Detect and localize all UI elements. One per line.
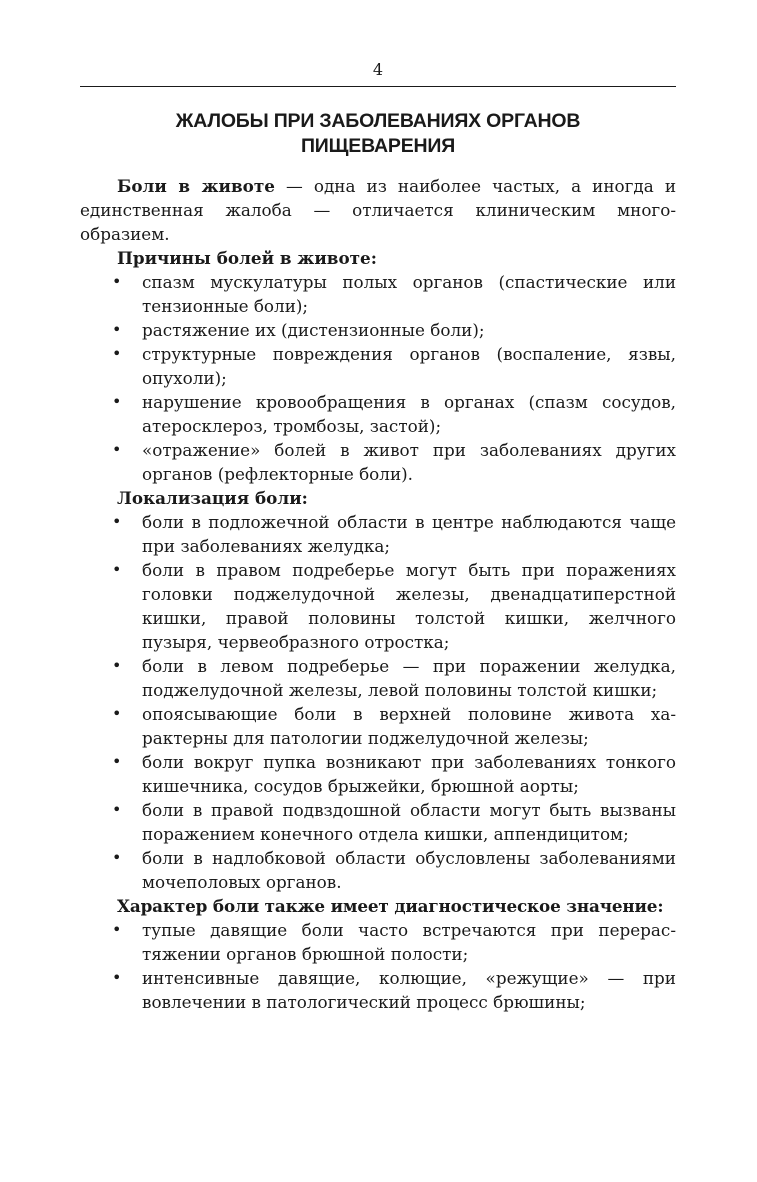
list-item: [80, 390, 676, 438]
bullet-icon: •: [112, 512, 122, 531]
bullet-icon: •: [112, 800, 122, 819]
list-item: [80, 702, 676, 750]
list-item: [80, 846, 676, 894]
list-item: [80, 798, 676, 846]
list-item: [80, 270, 676, 318]
list-item-text: спазм мускулатуры полых органов (спастические или тензионные боли);: [142, 272, 676, 316]
bullet-icon: •: [112, 920, 122, 939]
chapter-title-line-1: ЖАЛОБЫ ПРИ ЗАБОЛЕВАНИЯХ ОРГАНОВ: [175, 110, 581, 132]
list-item: [80, 342, 676, 390]
list-item: [80, 750, 676, 798]
list-item-text: опоясывающие боли в верхней половине живота характерны для патологии поджелудочной железы;: [142, 704, 676, 748]
bullet-icon: •: [112, 440, 122, 459]
causes-list: [80, 270, 676, 486]
chapter-title: [80, 109, 676, 159]
document-page: [80, 58, 676, 1014]
list-item-text: боли вокруг пупка возникают при заболеваниях тонкого кишечника, сосудов брыжейки, брюшной аорты;: [142, 752, 676, 796]
list-item: [80, 438, 676, 486]
causes-heading: Причины болей в животе:: [117, 248, 377, 268]
character-heading: Характер боли также имеет диагностическое значение:: [117, 896, 664, 916]
intro-paragraph: [80, 174, 676, 246]
list-item-text: нарушение кровообращения в органах (спазм сосудов, атеросклероз, тромбозы, застой);: [142, 392, 676, 436]
header-rule: [80, 86, 676, 87]
page-number: 4: [372, 60, 384, 79]
list-item: [80, 918, 676, 966]
chapter-title-line-2: ПИЩЕВАРЕНИЯ: [300, 135, 456, 157]
list-item: [80, 510, 676, 558]
body-text: [80, 174, 676, 1014]
bullet-icon: •: [112, 752, 122, 771]
list-item: [80, 558, 676, 654]
localization-heading: Локализация боли:: [117, 488, 308, 508]
list-item-text: боли в левом подреберье — при поражении желудка, поджелудочной железы, левой половины толстой кишки;: [142, 656, 676, 700]
list-item-text: боли в надлобковой области обусловлены заболеваниями мочеполовых органов.: [142, 848, 676, 892]
list-item-text: структурные повреждения органов (воспаление, язвы, опухоли);: [142, 344, 676, 388]
list-item-text: растяжение их (дистензионные боли);: [142, 320, 485, 340]
list-item: [80, 318, 676, 342]
list-item-text: «отражение» болей в живот при заболеваниях других органов (рефлекторные боли).: [142, 440, 676, 484]
intro-term: Боли в животе: [117, 176, 275, 196]
list-item-text: интенсивные давящие, колющие, «режущие» — при вовлечении в патологический процесс брюшины;: [142, 968, 676, 1012]
list-item-text: боли в правой подвздошной области могут быть вызваны поражением конечного отдела кишки, аппендицитом;: [142, 800, 676, 844]
bullet-icon: •: [112, 344, 122, 363]
list-item: [80, 654, 676, 702]
character-list: [80, 918, 676, 1014]
list-item-text: тупые давящие боли часто встречаются при перерастяжении органов брюшной полости;: [142, 920, 676, 964]
bullet-icon: •: [112, 656, 122, 675]
bullet-icon: •: [112, 848, 122, 867]
localization-list: [80, 510, 676, 894]
bullet-icon: •: [112, 392, 122, 411]
bullet-icon: •: [112, 560, 122, 579]
list-item-text: боли в правом подреберье могут быть при поражениях головки поджелудочной железы, двенадцатиперстной кишки, правой половины толстой кишки, желчного пузыря, червеобразного отростка;: [142, 560, 676, 652]
bullet-icon: •: [112, 320, 122, 339]
list-item-text: боли в подложечной области в центре наблюдаются чаще при заболеваниях желудка;: [142, 512, 676, 556]
bullet-icon: •: [112, 704, 122, 723]
bullet-icon: •: [112, 272, 122, 291]
list-item: [80, 966, 676, 1014]
intro-text: — одна из наиболее частых, а иногда и единственная жалоба — отличается клиническим многообразием.: [80, 176, 676, 244]
bullet-icon: •: [112, 968, 122, 987]
